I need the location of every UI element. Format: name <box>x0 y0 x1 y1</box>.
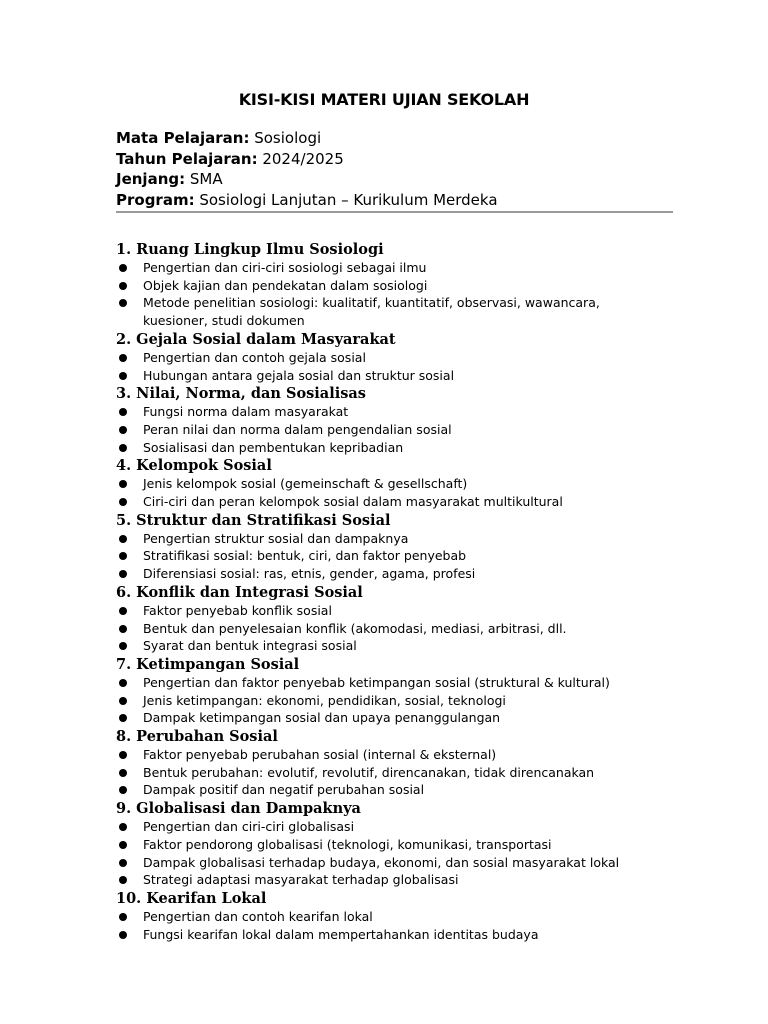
bullet-icon <box>119 751 127 759</box>
section-list <box>116 240 636 943</box>
section <box>116 727 636 799</box>
list-item-text: Metode penelitian sosiologi: kualitatif, kuantitatif, observasi, wawancara, kuesioner, studi dokumen <box>143 295 600 329</box>
section-items <box>116 674 636 727</box>
list-item <box>116 836 636 854</box>
list-item <box>116 637 636 655</box>
list-item <box>116 277 636 295</box>
list-item <box>116 908 636 926</box>
list-item-text: Stratifikasi sosial: bentuk, ciri, dan faktor penyebab <box>143 548 467 564</box>
bullet-icon <box>119 354 127 362</box>
list-item-text: Pengertian dan ciri-ciri sosiologi sebagai ilmu <box>143 260 427 275</box>
section-items <box>116 349 636 384</box>
bullet-icon <box>119 552 127 560</box>
meta-subject <box>116 128 676 149</box>
list-item-text: Faktor penyebab perubahan sosial (internal & eksternal) <box>143 747 497 763</box>
section <box>116 384 636 456</box>
meta-year-value: 2024/2025 <box>257 149 344 168</box>
bullet-icon <box>119 823 127 831</box>
section <box>116 511 636 583</box>
section-items <box>116 475 636 510</box>
bullet-icon <box>119 426 127 434</box>
list-item-text: Pengertian struktur sosial dan dampaknya <box>143 530 409 546</box>
document-meta <box>116 128 676 210</box>
list-item-text: Faktor penyebab konflik sosial <box>143 602 332 618</box>
section-title: 8. Perubahan Sosial <box>116 728 278 746</box>
list-item-text: Fungsi kearifan lokal dalam mempertahankan identitas budaya <box>143 926 539 942</box>
list-item <box>116 781 636 799</box>
document-title: KISI-KISI MATERI UJIAN SEKOLAH <box>238 90 530 109</box>
list-item-text: Dampak globalisasi terhadap budaya, ekonomi, dan sosial masyarakat lokal <box>143 854 620 870</box>
list-item-text: Dampak ketimpangan sosial dan upaya penanggulangan <box>143 710 501 726</box>
list-item-text: Dampak positif dan negatif perubahan sosial <box>143 782 425 798</box>
list-item <box>116 547 636 565</box>
section-items <box>116 259 636 330</box>
bullet-icon <box>119 264 127 272</box>
meta-subject-label: Mata Pelajaran: <box>116 129 250 147</box>
list-item-text: Faktor pendorong globalisasi (teknologi, komunikasi, transportasi <box>143 836 552 852</box>
list-item-text: Bentuk perubahan: evolutif, revolutif, direncanakan, tidak direncanakan <box>143 764 595 780</box>
section-title: 6. Konflik dan Integrasi Sosial <box>116 583 363 601</box>
list-item <box>116 403 636 421</box>
bullet-icon <box>119 679 127 687</box>
list-item <box>116 259 636 277</box>
list-item <box>116 854 636 872</box>
section-items <box>116 530 636 583</box>
section <box>116 330 636 384</box>
list-item <box>116 692 636 710</box>
bullet-icon <box>119 607 127 615</box>
list-item <box>116 926 636 944</box>
bullet-icon <box>119 372 127 380</box>
section <box>116 655 636 727</box>
bullet-icon <box>119 786 127 794</box>
list-item <box>116 439 636 457</box>
section <box>116 799 636 889</box>
list-item <box>116 475 636 493</box>
section-title: 9. Globalisasi dan Dampaknya <box>116 800 361 818</box>
section <box>116 240 636 330</box>
bullet-icon <box>119 931 127 939</box>
list-item-text: Peran nilai dan norma dalam pengendalian sosial <box>143 421 452 437</box>
list-item-text: Jenis ketimpangan: ekonomi, pendidikan, sosial, teknologi <box>143 692 506 708</box>
meta-level-value: SMA <box>185 170 223 188</box>
list-item-text: Ciri-ciri dan peran kelompok sosial dalam masyarakat multikultural <box>143 494 563 510</box>
list-item <box>116 294 636 329</box>
section-title: 5. Struktur dan Stratifikasi Sosial <box>116 511 391 529</box>
list-item <box>116 674 636 692</box>
meta-program-label: Program: <box>116 190 195 209</box>
list-item <box>116 709 636 727</box>
list-item <box>116 421 636 439</box>
list-item <box>116 746 636 764</box>
bullet-icon <box>119 444 127 452</box>
bullet-icon <box>119 859 127 867</box>
section-items <box>116 403 636 456</box>
bullet-icon <box>119 299 127 307</box>
bullet-icon <box>119 913 127 921</box>
bullet-icon <box>119 697 127 705</box>
section-title: 3. Nilai, Norma, dan Sosialisas <box>116 385 366 403</box>
list-item-text: Pengertian dan contoh gejala sosial <box>143 349 366 365</box>
meta-program-value: Sosiologi Lanjutan – Kurikulum Merdeka <box>194 190 498 209</box>
list-item <box>116 602 636 620</box>
meta-program <box>116 190 676 211</box>
section <box>116 889 636 943</box>
header-divider <box>116 211 673 213</box>
meta-level-label: Jenjang: <box>116 170 186 188</box>
list-item <box>116 764 636 782</box>
list-item-text: Sosialisasi dan pembentukan kepribadian <box>143 439 404 455</box>
section-title: 7. Ketimpangan Sosial <box>116 655 300 673</box>
list-item <box>116 818 636 836</box>
list-item-text: Jenis kelompok sosial (gemeinschaft & gesellschaft) <box>143 476 468 492</box>
bullet-icon <box>119 714 127 722</box>
section-title: 4. Kelompok Sosial <box>116 457 272 475</box>
bullet-icon <box>119 769 127 777</box>
meta-level <box>116 169 676 190</box>
list-item-text: Syarat dan bentuk integrasi sosial <box>143 638 357 654</box>
bullet-icon <box>119 480 127 488</box>
list-item-text: Objek kajian dan pendekatan dalam sosiologi <box>143 277 428 293</box>
meta-year <box>116 149 676 170</box>
bullet-icon <box>119 876 127 884</box>
section-items <box>116 908 636 943</box>
bullet-icon <box>119 498 127 506</box>
list-item <box>116 871 636 889</box>
list-item <box>116 367 636 385</box>
list-item-text: Pengertian dan ciri-ciri globalisasi <box>143 819 355 835</box>
list-item-text: Fungsi norma dalam masyarakat <box>143 404 349 420</box>
section <box>116 456 636 510</box>
section-title: 10. Kearifan Lokal <box>116 889 267 907</box>
section-title: 1. Ruang Lingkup Ilmu Sosiologi <box>116 241 384 258</box>
section-items <box>116 818 636 889</box>
meta-subject-value: Sosiologi <box>249 129 322 147</box>
list-item-text: Pengertian dan contoh kearifan lokal <box>143 908 373 924</box>
bullet-icon <box>119 535 127 543</box>
bullet-icon <box>119 282 127 290</box>
bullet-icon <box>119 570 127 578</box>
section-items <box>116 602 636 655</box>
list-item <box>116 565 636 583</box>
list-item <box>116 530 636 548</box>
bullet-icon <box>119 841 127 849</box>
list-item <box>116 493 636 511</box>
meta-year-label: Tahun Pelajaran: <box>116 149 258 168</box>
list-item-text: Pengertian dan faktor penyebab ketimpangan sosial (struktural & kultural) <box>143 674 610 690</box>
section <box>116 583 636 655</box>
list-item <box>116 620 636 638</box>
section-title: 2. Gejala Sosial dalam Masyarakat <box>116 330 396 348</box>
list-item <box>116 349 636 367</box>
bullet-icon <box>119 625 127 633</box>
list-item-text: Strategi adaptasi masyarakat terhadap globalisasi <box>143 872 459 888</box>
list-item-text: Hubungan antara gejala sosial dan struktur sosial <box>143 367 455 383</box>
list-item-text: Bentuk dan penyelesaian konflik (akomodasi, mediasi, arbitrasi, dll. <box>143 620 567 636</box>
list-item-text: Diferensiasi sosial: ras, etnis, gender, agama, profesi <box>143 566 476 582</box>
bullet-icon <box>119 642 127 650</box>
bullet-icon <box>119 408 127 416</box>
section-items <box>116 746 636 799</box>
